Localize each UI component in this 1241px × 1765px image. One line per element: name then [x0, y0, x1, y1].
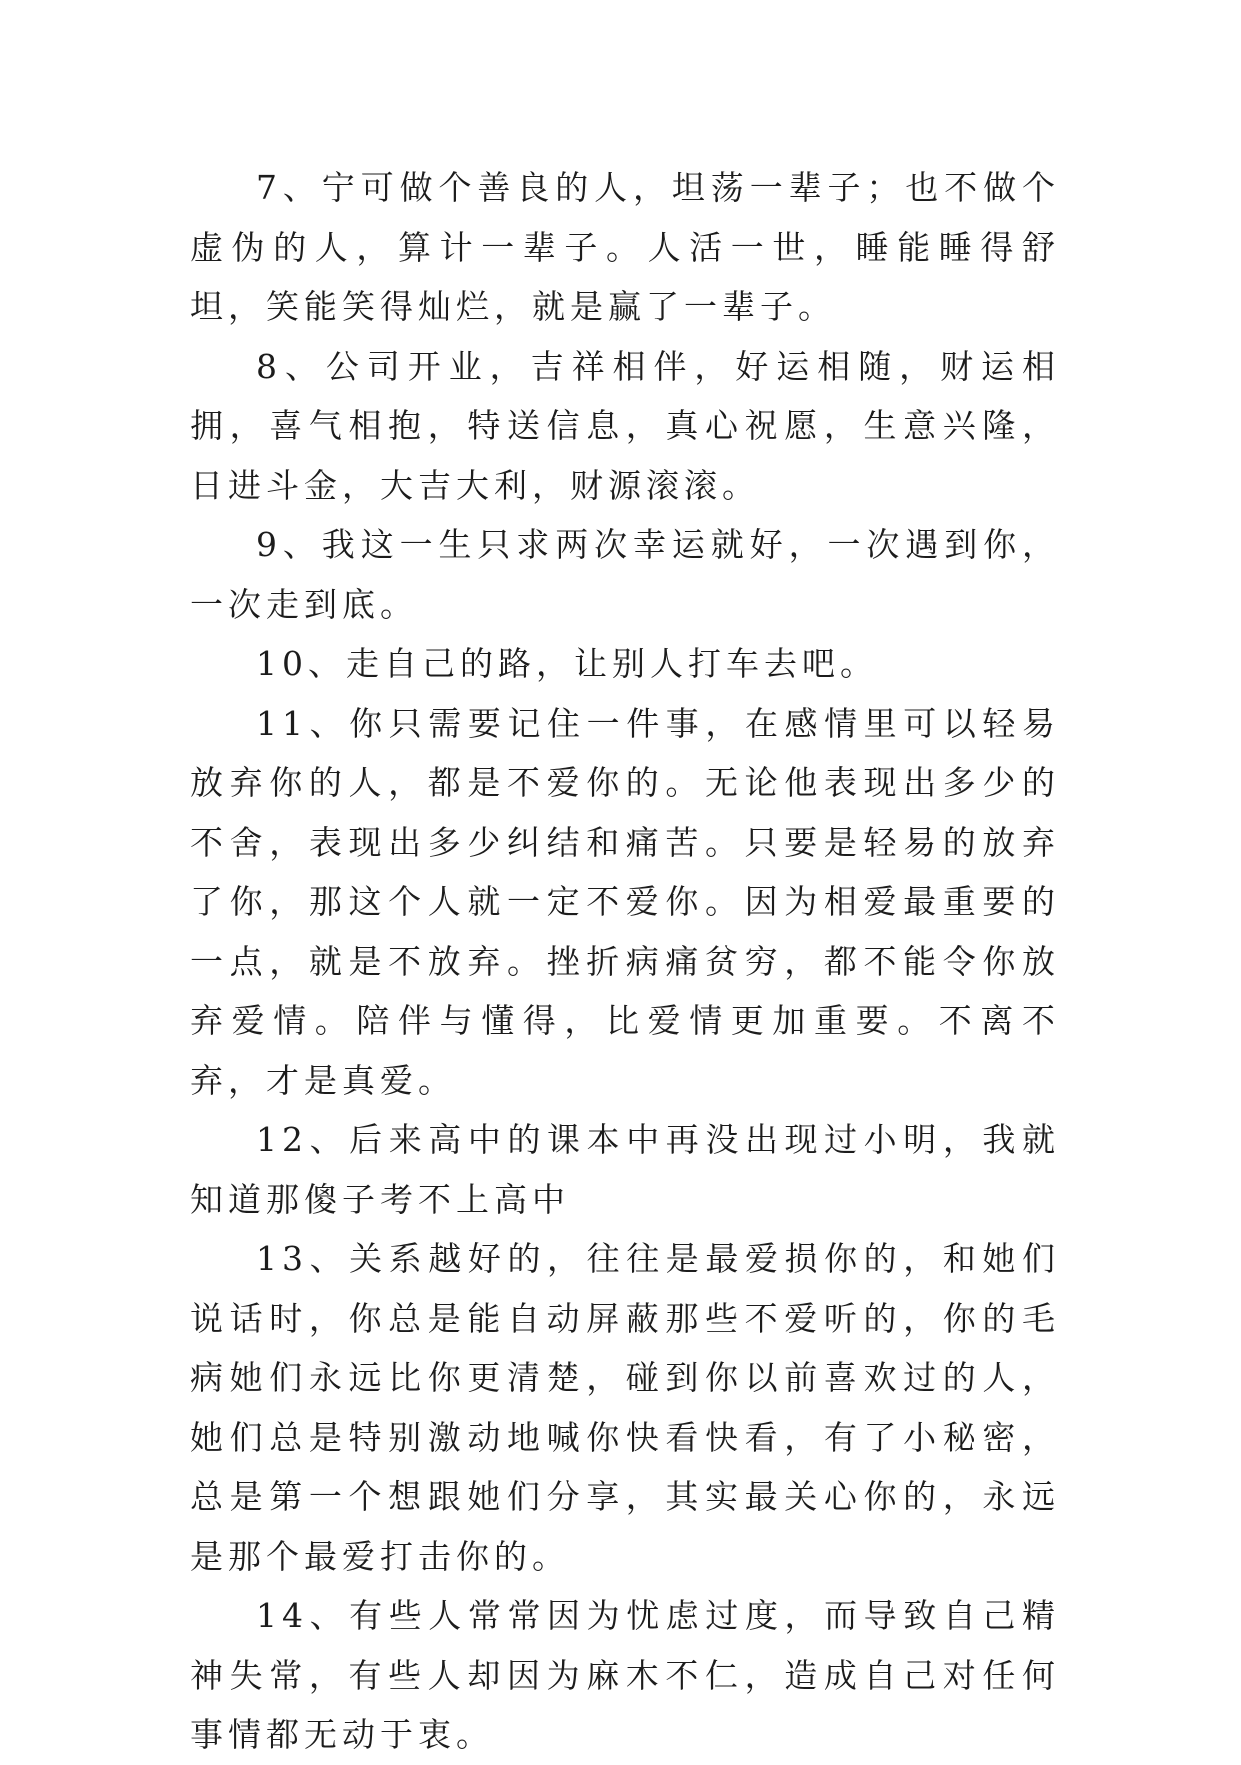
paragraph-11: 11、你只需要记住一件事，在感情里可以轻易放弃你的人，都是不爱你的。无论他表现出多少的不舍，表现出多少纠结和痛苦。只要是轻易的放弃了你，那这个人就一定不爱你。因为相爱最重要的一点，就是不放弃。挫折病痛贫穷，都不能令你放弃爱情。陪伴与懂得，比爱情更加重要。不离不弃，才是真爱。: [190, 703, 1060, 1100]
paragraph-10: 10、走自己的路，让别人打车去吧。: [256, 644, 878, 683]
paragraph-9: 9、我这一生只求两次幸运就好，一次遇到你，一次走到底。: [190, 525, 1060, 624]
paragraph-14: 14、有些人常常因为忧虑过度，而导致自己精神失常，有些人却因为麻木不仁，造成自己对任何事情都无动于衷。: [190, 1596, 1060, 1754]
paragraph-7: 7、宁可做个善良的人，坦荡一辈子；也不做个虚伪的人，算计一辈子。人活一世，睡能睡得舒坦，笑能笑得灿烂，就是赢了一辈子。: [190, 168, 1060, 326]
document-body: [190, 158, 1060, 1765]
paragraph-12: 12、后来高中的课本中再没出现过小明，我就知道那傻子考不上高中: [190, 1120, 1060, 1219]
paragraph-8: 8、公司开业，吉祥相伴，好运相随，财运相拥，喜气相抱，特送信息，真心祝愿，生意兴隆，日进斗金，大吉大利，财源滚滚。: [190, 346, 1060, 505]
paragraph-13: 13、关系越好的，往往是最爱损你的，和她们说话时，你总是能自动屏蔽那些不爱听的，你的毛病她们永远比你更清楚，碰到你以前喜欢过的人，她们总是特别激动地喊你快看快看，有了小秘密，总是第一个想跟她们分享，其实最关心你的，永远是那个最爱打击你的。: [190, 1239, 1060, 1576]
